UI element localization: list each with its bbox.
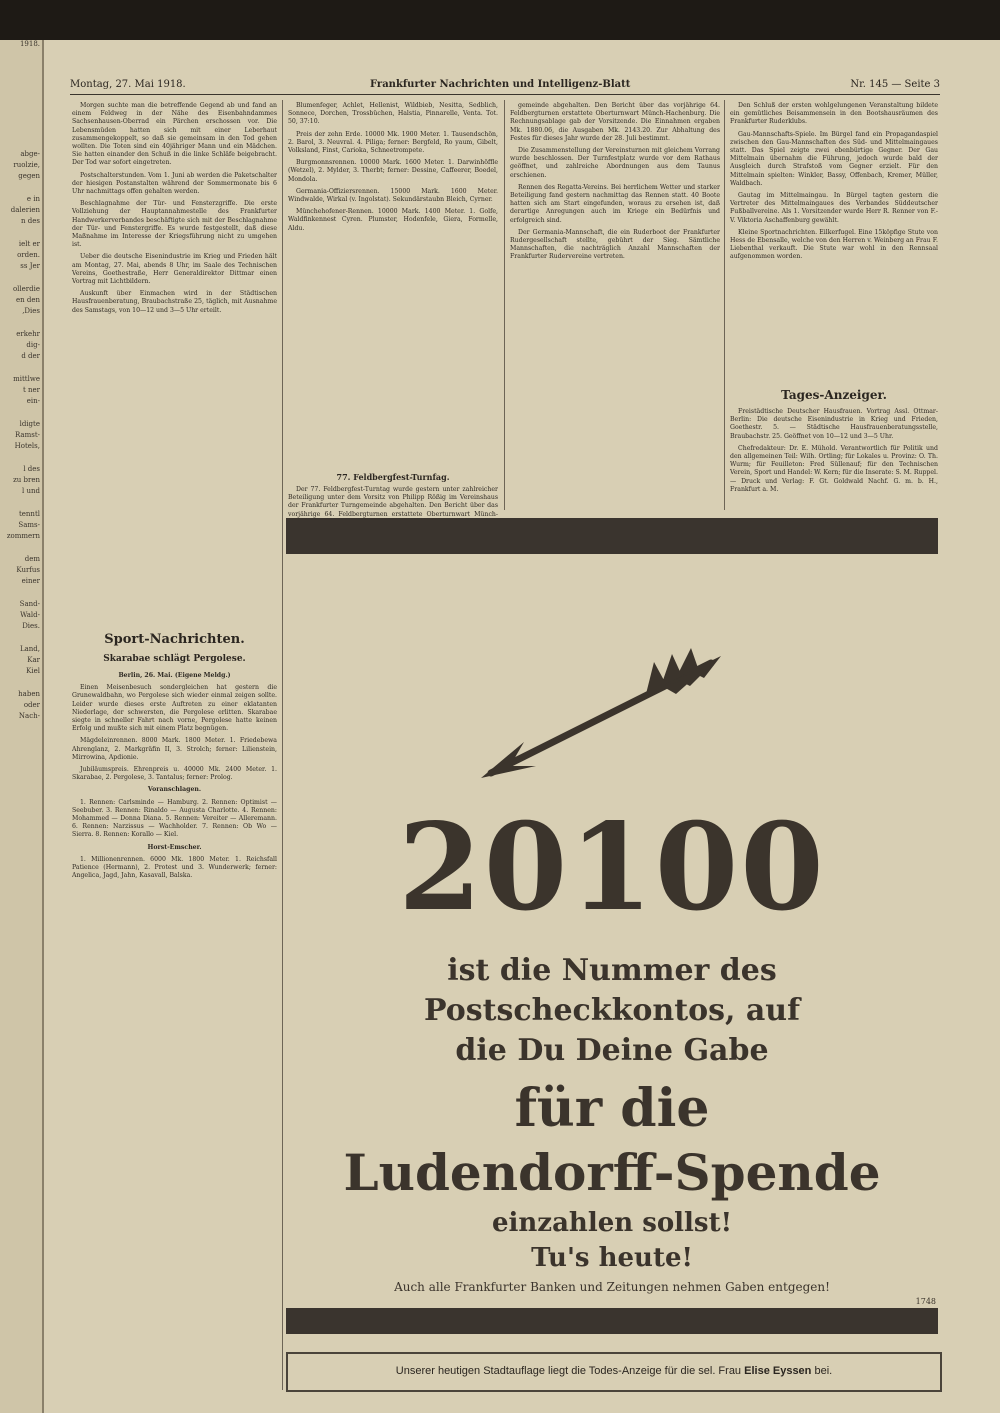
page-header — [70, 78, 940, 95]
adjacent-page-line: ldigte — [19, 420, 40, 428]
adjacent-page-line: Hotels, — [14, 442, 40, 450]
adjacent-page-line: dalerien — [10, 206, 40, 214]
adjacent-page-line: Kar — [27, 656, 40, 664]
race-result: Preis der zehn Erde. 10000 Mk. 1900 Meter. 1. Tausendschön, 2. Barol, 3. Neuvral. 4. Piliga; ferner: Bergfeld, Ro yaum, Gibelt, Volksland, Finst, Carioka, Schneetrompete. — [288, 130, 498, 155]
sport-headline: Skarabae schlägt Pergolese. — [103, 654, 246, 664]
adjacent-page-line: t ner — [22, 386, 40, 394]
article-paragraph: Morgen suchte man die betreffende Gegend ab und fand an einem Feldweg in der Nähe des Eisenbahndammes Sachsenhausen-Oberrad ein Pärchen erschossen vor. Die Lebensmüden hatten sich mit einer Leberhaut zusammengekoppelt, so daß sie gemeinsam in den Tod gehen wollten. Die Toten sind ein 40jähriger Mann und ein Mädchen. Sie hatten einander den Schuß in die linke Schläfe beigebracht. Der Tod war sofort eingetreten. — [72, 102, 277, 167]
issue-date: Montag, 27. Mai 1918. — [70, 79, 186, 90]
adjacent-page-line: ss Jer — [20, 262, 40, 270]
column-rule — [724, 100, 725, 510]
race-result: Burgmonnsrennen. 10000 Mark. 1600 Meter. 1. Darwinhöffle (Wetzel), 2. Mylder, 3. Therbt; ferner: Dessine, Caffeerer, Boedel, Mondola. — [288, 159, 498, 183]
ad-line: Postscheckkontos, auf — [423, 993, 801, 1028]
ad-headline: Ludendorff-Spende — [343, 1143, 881, 1202]
adjacent-page-line: ielt er — [18, 240, 40, 248]
adjacent-page-line: haben — [18, 690, 40, 698]
turntag-article — [288, 486, 498, 518]
article-paragraph: Gau-Mannschafts-Spiele. Im Bürgel fand ein Propagandaspiel zwischen den Gau-Mannschaften des Süd- und Mittelmaingaues statt. Das Spiel zeigte zwei ebenbürtige Gegner. Der Gau Mittelmain übernahm die Führung, jedoch wurde bald der Ausgleich durch Strafstoß vom Gegner erzielt. Für den Mittelmain spielten: Winkler, Bassy, Offenbach, Kremer, Müller, Waldbach. — [730, 130, 938, 187]
ad-footer: Auch alle Frankfurter Banken und Zeitungen nehmen Gaben entgegen! — [394, 1280, 830, 1294]
adjacent-page-strip — [0, 40, 44, 1413]
ad-code: 1748 — [915, 1297, 936, 1306]
adjacent-page-line: gegen — [18, 172, 40, 180]
ad-line: einzahlen sollst! — [491, 1208, 732, 1238]
adjacent-page-line: dem — [24, 555, 40, 563]
notice-name: Elise Eyssen — [744, 1365, 812, 1377]
article-paragraph: gemeinde abgehalten. Den Bericht über das vorjährige 64. Feldbergturnen erstattete Oberturnwart Münch-Hachenburg. Die Rechnungsablage gab der Vorsitzende. Die Einnahmen ergaben Mk. 1880.06, die Ausgaben Mk. 2143.20. Zur Abhaltung des Festes für dieses Jahr wurde der 28. Juli bestimmt. — [510, 102, 720, 142]
ad-line: Tu's heute! — [531, 1243, 693, 1273]
local-news-column — [72, 102, 277, 647]
tages-anzeiger-column — [730, 408, 938, 508]
ad-line: ist die Nummer des — [447, 953, 777, 988]
race-result: Germania-Offiziersrennen. 15000 Mark. 1600 Meter. Windwalde, Wirkal (v. Ingolstat). Sekundärstaubn Bleich, Cyrner. — [288, 187, 498, 204]
adjacent-page-line: abge- — [20, 150, 40, 158]
adjacent-page-line: tenntl — [18, 510, 40, 518]
adjacent-page-line: ollerdie — [12, 285, 40, 293]
race-predictions: 1. Rennen: Carlsminde — Hamburg. 2. Rennen: Optimist — Seebuber. 3. Rennen: Rinaldo — Augusta Charlotte. 4. Rennen: Mohammed — Donna Diana. 5. Rennen: Vereiter — Alleremann. 6. Rennen: Narzissus — Wachholder. 7. Rennen: Ob Wo — Sierra. 8. Rennen: Korallo — Kiel. — [72, 798, 277, 839]
article-paragraph: Gautag im Mittelmaingau. In Bürgel tagten gestern die Vertreter des Mittelmaingaues des Verbandes Süddeutscher Fußballvereine. Als 1. Vorsitzender wurde Herr R. Renner von F.-V. Viktoria Aschaffenburg gewählt. — [730, 192, 938, 224]
adjacent-page-line: oder — [23, 701, 40, 709]
race-results-column — [288, 102, 498, 472]
voranschlagen-heading: Voranschlagen. — [147, 786, 202, 794]
adjacent-page-line: ein- — [26, 397, 40, 405]
adjacent-page-line: Land, — [19, 645, 40, 653]
column-rule — [504, 100, 505, 510]
adjacent-page-line: zommern — [6, 532, 40, 540]
adjacent-page-line: Kiel — [26, 667, 40, 675]
article-paragraph: Ueber die deutsche Eisenindustrie im Krieg und Frieden hält am Montag, 27. Mai, abends 8 Uhr, im Saale des Technischen Vereins, Goethestraße, Herr Generaldirektor Dittmar einen Vortrag mit Lichtbildern. — [72, 253, 277, 286]
article-paragraph: Die Zusammenstellung der Vereinsturnen mit gleichem Vorrang wurde beschlossen. Der Turnfestplatz wurde vor dem Rathaus geöffnet, und zahlreiche Abordnungen aus dem Taunus erschienen. — [510, 147, 720, 179]
adjacent-page-line: l des — [23, 465, 40, 473]
article-paragraph: Kleine Sportnachrichten. Eilkerfugel. Eine 15köpfige Stute von Hess de Ebensalle, welche von den Herren v. Weinberg an Frau F. Liebenthal verkauft. Die Stute war wohl in den Rennsaal aufgenommen worden. — [730, 228, 938, 261]
race-result: Blumenfeger, Achlet, Hellenist, Wildbieb, Nesitta, Sedblich, Sonnece, Dorchen, Trossbüchen, Halstia, Pinnarelle, Venta. Tot. 50, 37:10. — [288, 102, 498, 126]
adjacent-page-text — [2, 150, 40, 735]
postscheck-number: 20100 — [398, 797, 826, 938]
ad-line: die Du Deine Gabe — [455, 1033, 769, 1068]
adjacent-page-line: d der — [21, 352, 40, 360]
adjacent-page-line: Wald- — [20, 611, 40, 619]
ad-bottom-bar — [286, 1308, 938, 1334]
adjacent-page-line: Nach- — [18, 712, 40, 720]
article-paragraph: Der 77. Feldbergfest-Turntag wurde gestern unter zahlreicher Beteiligung unter dem Vorsitz von Philipp Rößig im Vereinshaus der Frankfurter Turngemeinde abgehalten. Den Bericht über das vorjährige 64. Feldbergturnen erstattete Oberturnwart Münch- — [288, 486, 498, 518]
race-result: Jubiläumspreis. Ehrenpreis u. 40000 Mk. 2400 Meter. 1. Skarabae, 2. Pergolese, 3. Tantalus; ferner: Prolog. — [72, 766, 277, 782]
race-result: 1. Millionenrennen. 6000 Mk. 1800 Meter. 1. Reichsfall Patience (Hermann), 2. Protest und 3. Wunderwerk; ferner: Angelica, Jagd, Jahn, Kasavall, Balska. — [72, 855, 277, 880]
newspaper-page — [0, 40, 1000, 1413]
adjacent-page-header: 1918. — [19, 40, 40, 48]
impressum: Chefredakteur: Dr. E. Mühold. Verantwortlich für Politik und den allgemeinen Teil: Wilh. Ortling; für Lokales u. Provinz: O. Th. Wurm; für Feuilleton: Fred Süllenauf; für den Technischen Verein, Sport und Handel: W. Kern; für die Inserate: S. M. Ruppel. — Druck und Verlag: F. Gt. Goldwald Nachf. G. m. b. H., Frankfurt a. M. — [730, 444, 938, 493]
adjacent-page-line: zu bren — [13, 476, 40, 484]
article-paragraph: Postschalterstunden. Vom 1. Juni ab werden die Paketschalter der hiesigen Postanstalten während der Sommermonate bis 6 Uhr nachmittags offen gehalten werden. — [72, 171, 277, 196]
article-paragraph: Einen Meisenbesuch sondergleichen hat gestern die Grunewaldbahn, wo Pergolese sich wieder einmal zeigen sollte. Leider wurde dieses erste Auftreten zu einer eklatanten Niederlage, der schwersten, die Pergolese erlitten. Skarabae siegte in schneller Fahrt nach vorne, Pergolese hatte keinen Erfolg und mußte sich mit einem Platz begnügen. — [72, 684, 277, 733]
race-result: Mägdeleinrennen. 8000 Mark. 1800 Meter. 1. Friedebewa Ahrenglanz, 2. Markgräfin II, 3. Strolch; ferner: Lilienstein, Mirrowina, Apdionie. — [72, 737, 277, 761]
adjacent-page-line: mittlwe — [13, 375, 40, 383]
adjacent-page-line: Sams- — [18, 521, 40, 529]
adjacent-page-line: dig- — [26, 341, 40, 349]
article-paragraph: Den Schluß der ersten wohlgelungenen Veranstaltung bildete ein gemütliches Beisammensein in den Bootshausräumen des Frankfurter Ruderklubs. — [730, 102, 938, 126]
adjacent-page-line: einer — [21, 577, 40, 585]
article-paragraph: Freistädtische Deutscher Hausfrauen. Vortrag Assl. Ottmar-Berlin: Die deutsche Eisenindustrie in Krieg und Frieden, Goethestr. 5. — Städtische Hausfrauenberatungsstelle, Braubachstr. 25. Geöffnet von 10—12 und 3—5 Uhr. — [730, 408, 938, 440]
notice-text: Unserer heutigen Stadtauflage liegt die Todes-Anzeige für die sel. Frau — [395, 1365, 742, 1377]
ludendorff-spende-advertisement — [286, 518, 938, 1360]
issue-number: Nr. 145 — Seite 3 — [850, 79, 940, 90]
tages-anzeiger-title: Tages-Anzeiger. — [781, 388, 887, 402]
sport-column — [72, 672, 277, 1362]
adjacent-page-line: erkehr — [16, 330, 40, 338]
adjacent-page-line: Ramst- — [14, 431, 40, 439]
notice-suffix: bei. — [814, 1365, 833, 1377]
ad-line: für die — [514, 1078, 710, 1139]
column-rule — [282, 100, 283, 1390]
adjacent-page-line: e in — [26, 195, 40, 203]
horst-emscher-heading: Horst-Emscher. — [147, 843, 202, 851]
adjacent-page-line: Sand- — [19, 600, 40, 608]
dateline: Berlin, 26. Mai. (Eigene Meldg.) — [118, 672, 231, 679]
adjacent-page-line: en den — [15, 296, 40, 304]
adjacent-page-line: ,Dies — [22, 307, 40, 315]
adjacent-page-line: ruolzie, — [13, 161, 40, 169]
adjacent-page-line: Kurfus — [16, 566, 40, 574]
article-paragraph: Beschlagnahme der Tür- und Fensterzgriffe. Die erste Vollziehung der Hauptannahmestelle des Frankfurter Handwerkerverbandes beschäftigte sich mit der Beschlagnahme der Tür- und Fenstergriffe. Es wurde festgestellt, daß diese Maßnahme im Interesse der Kriegsführung nicht zu umgehen ist. — [72, 200, 277, 249]
race-result: Münchehofener-Rennen. 10000 Mark. 1400 Meter. 1. Golfe, Waldfinkennest Cyren. Plumster, Hodenfele, Giera, Formelle, Aldu. — [288, 208, 498, 232]
turntag-heading: 77. Feldbergfest-Turnfag. — [336, 472, 450, 482]
article-paragraph: Der Germania-Mannschaft, die ein Ruderboot der Frankfurter Rudergesellschaft stellte, gebührt der Sieg. Sämtliche Mannschaften, die nachträglich Anzahl Mannschaften der Frankfurter Rudervereine vertreten. — [510, 228, 720, 261]
death-notice-box — [286, 1352, 942, 1392]
adjacent-page-line: orden. — [17, 251, 40, 259]
sport-section-title: Sport-Nachrichten. — [104, 632, 245, 647]
article-paragraph: Rennen des Regatta-Vereins. Bei herrlichem Wetter und starker Beteiligung fand gestern nachmittag das Rennen statt. 40 Boote hatten sich am Start eingefunden, woraus zu ersehen ist, daß derartige Anregungen auch im Kriege ein Bedürfnis und erfolgreich sind. — [510, 183, 720, 224]
article-paragraph: Auskunft über Einmachen wird in der Städtischen Hausfrauenberatung, Braubachstraße 25, täglich, mit Ausnahme des Samstags, von 10—12 und 3—5 Uhr erteilt. — [72, 290, 277, 314]
arrow-icon — [476, 638, 736, 788]
adjacent-page-line: n des — [21, 217, 40, 225]
masthead: Frankfurter Nachrichten und Intelligenz-Blatt — [370, 79, 631, 90]
regatta-column — [510, 102, 720, 512]
ad-top-bar — [286, 518, 938, 554]
sport-misc-column — [730, 102, 938, 382]
adjacent-page-line: l und — [22, 487, 40, 495]
adjacent-page-line: Dies. — [22, 622, 40, 630]
